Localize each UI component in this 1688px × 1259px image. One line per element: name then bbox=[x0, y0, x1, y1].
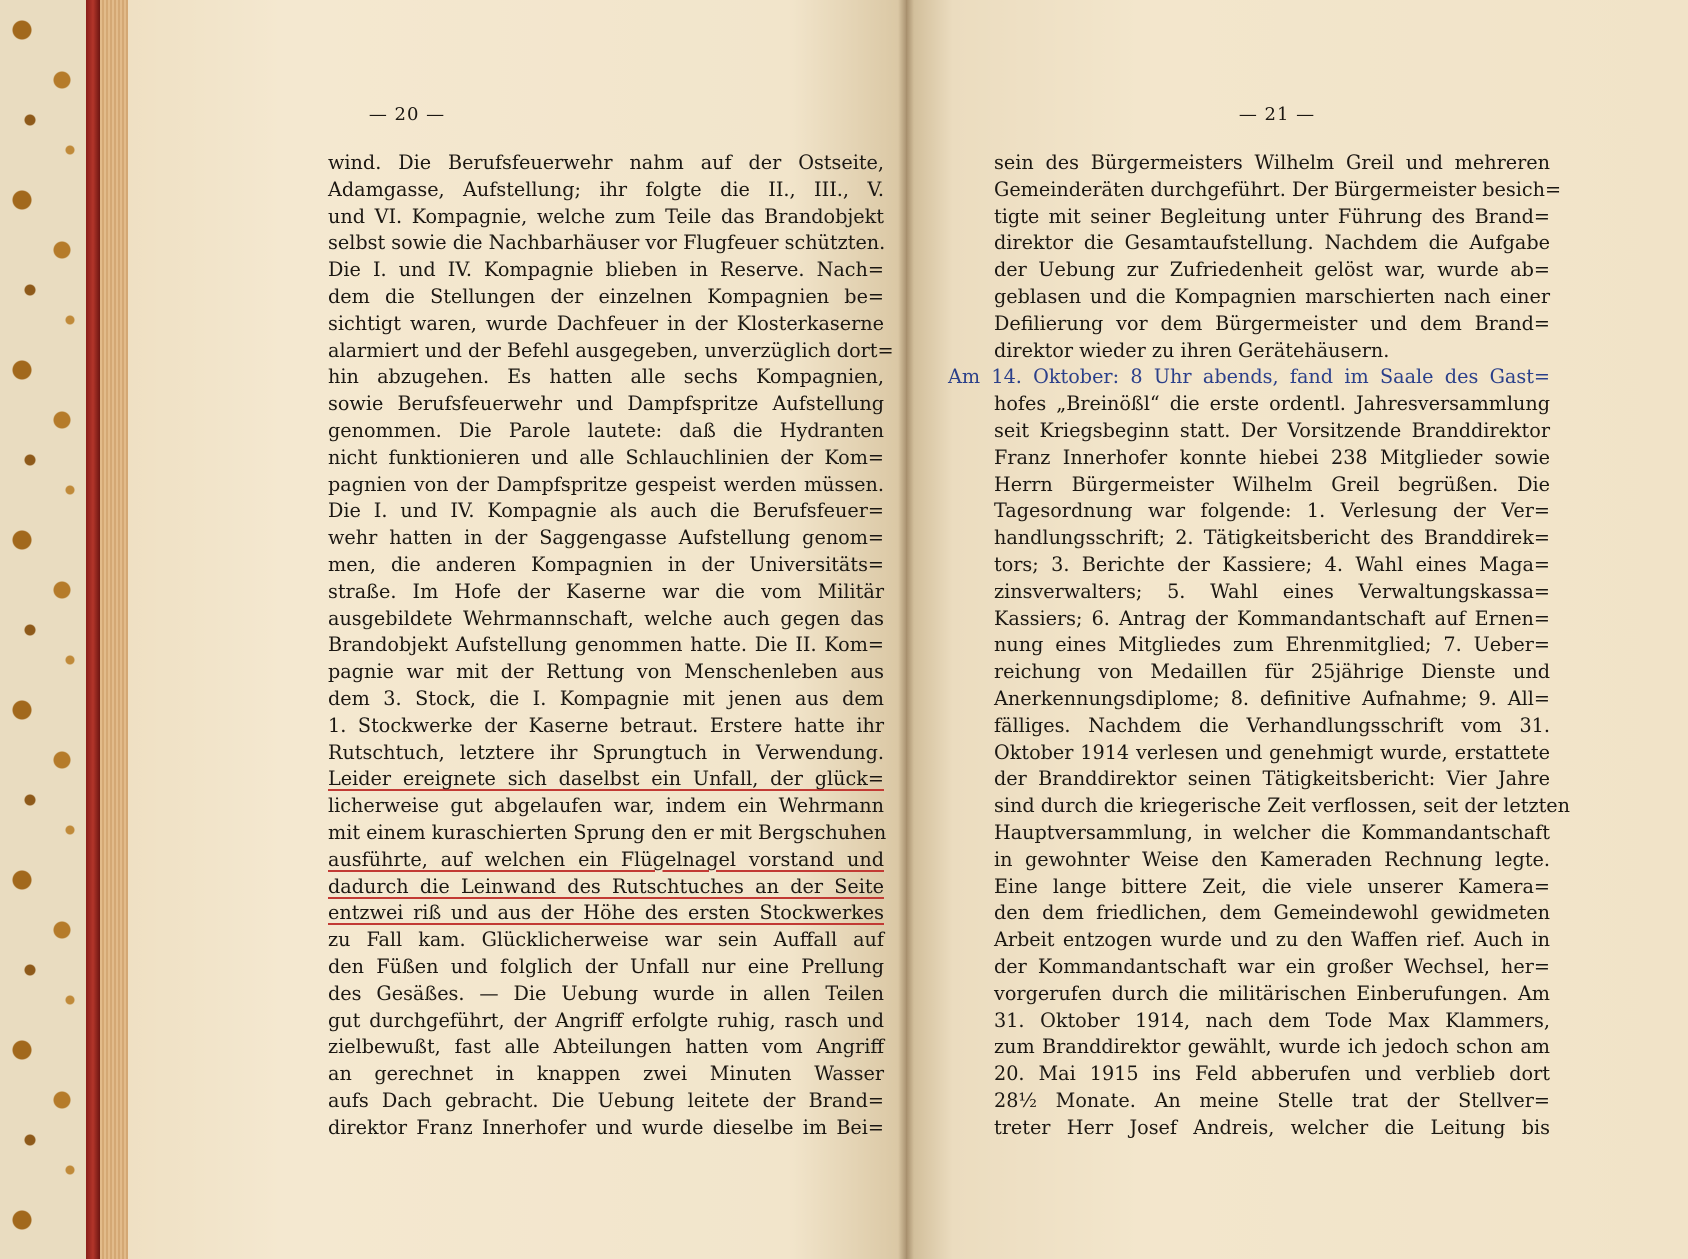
text-line: vorgerufen durch die militärischen Einberufungen. Am bbox=[994, 981, 1550, 1005]
text-line: aufs Dach gebracht. Die Uebung leitete der Brand= bbox=[328, 1088, 884, 1112]
text-line: tors; 3. Berichte der Kassiere; 4. Wahl eines Maga= bbox=[994, 552, 1550, 576]
decorative-endpaper bbox=[0, 0, 92, 1259]
text-line: Hauptversammlung, in welcher die Kommandantschaft bbox=[994, 820, 1550, 844]
text-line: seit Kriegsbeginn statt. Der Vorsitzende Branddirektor bbox=[994, 418, 1550, 442]
text-line: direktor wieder zu ihren Gerätehäusern. bbox=[994, 338, 1390, 362]
text-line: zum Branddirektor gewählt, wurde ich jedoch schon am bbox=[994, 1035, 1550, 1059]
text-line: pagnie war mit der Rettung von Menschenleben aus bbox=[328, 660, 884, 684]
text-line: Gemeinderäten durchgeführt. Der Bürgermeister besich= bbox=[994, 177, 1562, 201]
text-line: Defilierung vor dem Bürgermeister und dem Brand= bbox=[994, 311, 1550, 335]
text-line: selbst sowie die Nachbarhäuser vor Flugfeuer schützten. bbox=[328, 231, 886, 255]
text-line: dadurch die Leinwand des Rutschtuches an der Seite bbox=[328, 874, 884, 898]
text-line: hofes „Breinößl“ die erste ordentl. Jahresversammlung bbox=[994, 392, 1550, 416]
text-line: zinsverwalters; 5. Wahl eines Verwaltungskassa= bbox=[994, 579, 1550, 603]
text-line: hin abzugehen. Es hatten alle sechs Kompagnien, bbox=[328, 365, 884, 389]
text-line: der Branddirektor seinen Tätigkeitsbericht: Vier Jahre bbox=[994, 767, 1550, 791]
text-line: sein des Bürgermeisters Wilhelm Greil und mehreren bbox=[994, 151, 1550, 174]
text-line: Adamgasse, Aufstellung; ihr folgte die II., III., V. bbox=[328, 177, 884, 201]
page-number: — 21 — bbox=[1238, 104, 1316, 125]
text-line: genommen. Die Parole lautete: daß die Hydranten bbox=[328, 418, 884, 442]
text-line: Arbeit entzogen wurde und zu den Waffen rief. Auch in bbox=[994, 928, 1550, 952]
text-line: zielbewußt, fast alle Abteilungen hatten vom Angriff bbox=[328, 1035, 884, 1059]
text-line: Franz Innerhofer konnte hiebei 238 Mitglieder sowie bbox=[994, 445, 1550, 469]
text-line: an gerechnet in knappen zwei Minuten Wasser bbox=[328, 1062, 884, 1086]
text-line: der Uebung zur Zufriedenheit gelöst war, wurde ab= bbox=[994, 258, 1550, 282]
text-line: Herrn Bürgermeister Wilhelm Greil begrüßen. Die bbox=[994, 472, 1550, 496]
text-line: handlungsschrift; 2. Tätigkeitsbericht des Branddirek= bbox=[994, 526, 1550, 550]
cover-edge bbox=[86, 0, 100, 1259]
text-line: und VI. Kompagnie, welche zum Teile das Brandobjekt bbox=[328, 204, 884, 228]
text-line: men, die anderen Kompagnien in der Universitäts= bbox=[328, 552, 884, 576]
page-edges bbox=[100, 0, 128, 1259]
text-line: Die I. und IV. Kompagnie als auch die Berufsfeuer= bbox=[328, 499, 884, 523]
text-line: den Füßen und folglich der Unfall nur eine Prellung bbox=[328, 954, 884, 978]
text-line: sichtigt waren, wurde Dachfeuer in der Klosterkaserne bbox=[328, 311, 884, 335]
text-line: alarmiert und der Befehl ausgegeben, unverzüglich dort= bbox=[328, 338, 894, 362]
body-text bbox=[328, 150, 894, 1141]
book-gutter bbox=[898, 0, 914, 1259]
text-line: entzwei riß und aus der Höhe des ersten Stockwerkes bbox=[328, 901, 884, 925]
text-line: sowie Berufsfeuerwehr und Dampfspritze Aufstellung bbox=[328, 392, 884, 416]
text-line: Die I. und IV. Kompagnie blieben in Reserve. Nach= bbox=[328, 258, 884, 282]
text-line: Rutschtuch, letztere ihr Sprungtuch in Verwendung. bbox=[328, 740, 884, 764]
text-line: nung eines Mitgliedes zum Ehrenmitglied; 7. Ueber= bbox=[994, 633, 1550, 657]
text-line: direktor die Gesamtaufstellung. Nachdem die Aufgabe bbox=[994, 231, 1550, 255]
text-line: mit einem kuraschierten Sprung den er mit Bergschuhen bbox=[328, 820, 887, 844]
text-line: Tagesordnung war folgende: 1. Verlesung der Ver= bbox=[994, 499, 1550, 523]
text-line: Anerkennungsdiplome; 8. definitive Aufnahme; 9. All= bbox=[994, 686, 1550, 710]
text-line: Am 14. Oktober: 8 Uhr abends, fand im Saale des Gast= bbox=[948, 365, 1550, 389]
page-number: — 20 — bbox=[368, 104, 446, 125]
text-line: ausgebildete Wehrmannschaft, welche auch gegen das bbox=[328, 606, 884, 630]
text-line: Eine lange bittere Zeit, die viele unserer Kamera= bbox=[994, 874, 1550, 898]
text-line: der Kommandantschaft war ein großer Wechsel, her= bbox=[994, 954, 1550, 978]
text-line: Kassiers; 6. Antrag der Kommandantschaft auf Ernen= bbox=[994, 606, 1550, 630]
text-line: Oktober 1914 verlesen und genehmigt wurde, erstattete bbox=[994, 740, 1550, 764]
text-line: dem 3. Stock, die I. Kompagnie mit jenen aus dem bbox=[328, 686, 884, 710]
body-text bbox=[948, 150, 1570, 1141]
text-line: 28½ Monate. An meine Stelle trat der Stellver= bbox=[994, 1088, 1550, 1112]
text-line: ausführte, auf welchen ein Flügelnagel vorstand und bbox=[328, 847, 884, 871]
right-page bbox=[906, 0, 1688, 1259]
text-line: licherweise gut abgelaufen war, indem ein Wehrmann bbox=[328, 794, 884, 818]
text-line: 1. Stockwerke der Kaserne betraut. Erstere hatte ihr bbox=[328, 713, 884, 737]
text-line: sind durch die kriegerische Zeit verflossen, seit der letzten bbox=[994, 794, 1570, 818]
text-line: geblasen und die Kompagnien marschierten nach einer bbox=[994, 284, 1550, 308]
text-line: wehr hatten in der Saggengasse Aufstellung genom= bbox=[328, 526, 884, 550]
text-line: tigte mit seiner Begleitung unter Führung des Brand= bbox=[994, 204, 1550, 228]
text-line: Brandobjekt Aufstellung genommen hatte. Die II. Kom= bbox=[328, 633, 884, 657]
text-line: treter Herr Josef Andreis, welcher die Leitung bis bbox=[994, 1115, 1550, 1139]
text-line: nicht funktionieren und alle Schlauchlinien der Kom= bbox=[328, 445, 884, 469]
text-line: straße. Im Hofe der Kaserne war die vom Militär bbox=[328, 579, 884, 603]
text-line: Leider ereignete sich daselbst ein Unfall, der glück= bbox=[328, 767, 884, 791]
text-line: zu Fall kam. Glücklicherweise war sein Auffall auf bbox=[328, 928, 884, 952]
text-line: fälliges. Nachdem die Verhandlungsschrift vom 31. bbox=[994, 713, 1550, 737]
text-line: direktor Franz Innerhofer und wurde dieselbe im Bei= bbox=[328, 1115, 884, 1139]
text-line: pagnien von der Dampfspritze gespeist werden müssen. bbox=[328, 472, 884, 496]
text-line: dem die Stellungen der einzelnen Kompagnien be= bbox=[328, 284, 884, 308]
text-line: den dem friedlichen, dem Gemeindewohl gewidmeten bbox=[994, 901, 1550, 925]
text-line: des Gesäßes. — Die Uebung wurde in allen Teilen bbox=[328, 981, 884, 1005]
text-line: in gewohnter Weise den Kameraden Rechnung legte. bbox=[994, 847, 1550, 871]
text-line: gut durchgeführt, der Angriff erfolgte ruhig, rasch und bbox=[328, 1008, 884, 1032]
text-line: 31. Oktober 1914, nach dem Tode Max Klammers, bbox=[994, 1008, 1550, 1032]
left-page bbox=[128, 0, 906, 1259]
text-line: wind. Die Berufsfeuerwehr nahm auf der Ostseite, bbox=[328, 151, 884, 174]
text-line: reichung von Medaillen für 25jährige Dienste und bbox=[994, 660, 1550, 684]
text-line: 20. Mai 1915 ins Feld abberufen und verblieb dort bbox=[994, 1062, 1550, 1086]
